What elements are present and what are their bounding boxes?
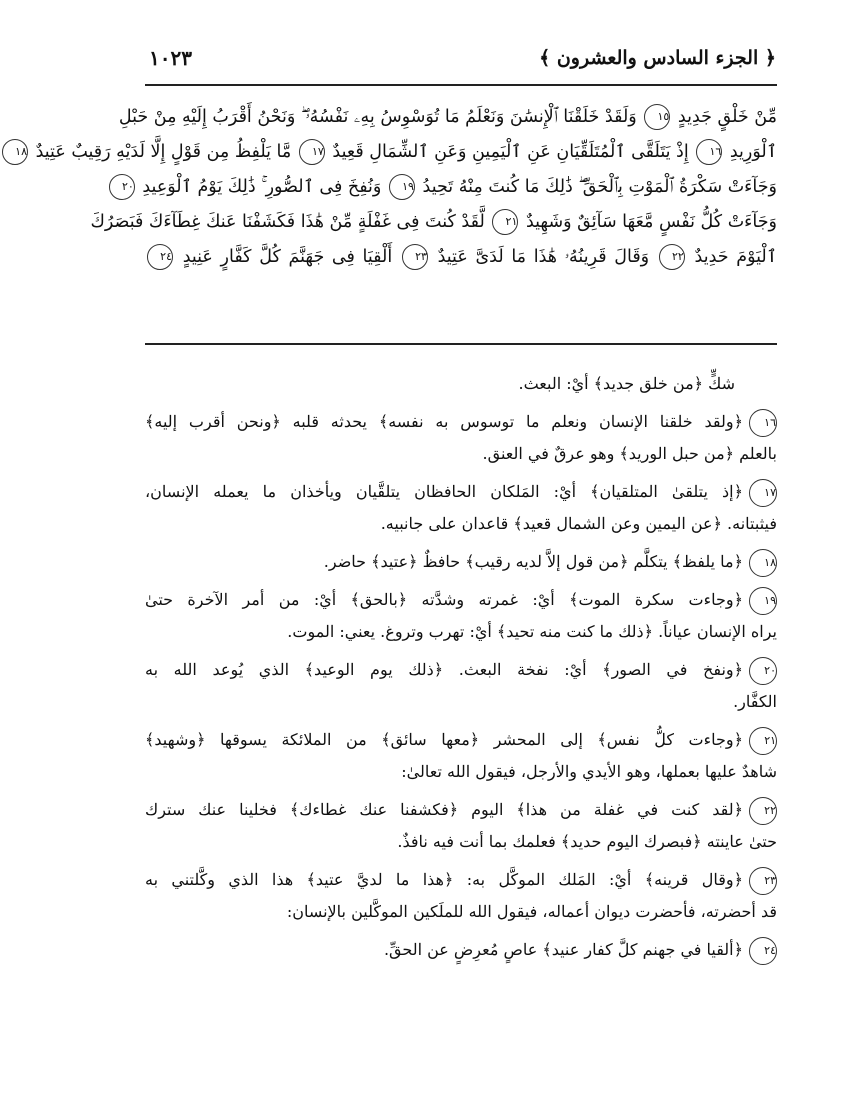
quran-text: أَلْقِيَا فِى جَهَنَّمَ كُلَّ كَفَّارٍ عَنِيدٍ [182,247,393,267]
commentary-text: ﴿ولقد خلقنا الإنسان ونعلم ما توسوس به نفسه﴾ يحدثه قلبه ﴿ونحن أقرب إليه﴾ [145,412,743,431]
commentary-entry [145,406,777,470]
header-divider [145,84,777,86]
commentary-entry [145,546,777,578]
ayah-number-marker: ١٧ [299,139,325,165]
commentary-text: شكٍّ ﴿من خلق جديد﴾ أيْ: البعث. [518,374,735,393]
commentary-text: ﴿ونفخ في الصور﴾ أيْ: نفخة البعث. ﴿ذلك يوم الوعيد﴾ الذي يُوعد الله به [145,660,743,679]
commentary-text: يراه الإنسان عياناً. ﴿ذلك ما كنت منه تحيد﴾ أيْ: تهرب وتروغ. يعني: الموت. [287,622,777,641]
commentary-line [145,584,777,616]
commentary-line [145,934,777,966]
book-page [15,0,841,1107]
quran-text: مِّنْ خَلْقٍ جَدِيدٍ [677,107,777,127]
commentary-entry [145,724,777,788]
commentary-block [145,368,777,972]
verse-number-marker: ١٨ [749,549,777,577]
commentary-text: شاهدٌ عليها بعملها، وهو الأيدي والأرجل، فيقول الله تعالىٰ: [401,762,777,781]
ayah-number-marker: ١٨ [2,139,28,165]
commentary-line [145,864,777,896]
quran-line [90,205,777,240]
quran-text-block [15,100,777,275]
commentary-entry [145,794,777,858]
ayah-number-marker: ٢٤ [147,244,173,270]
quran-line [145,240,777,275]
quran-text: وَلَقَدْ خَلَقْنَا ٱلْإِنسَٰنَ وَنَعْلَمُ مَا تُوَسْوِسُ بِهِۦ نَفْسُهُۥ ۖ وَنَحْنُ أَقْرَبُ إِلَيْهِ مِنْ حَبْلِ [118,107,637,127]
verse-number-marker: ٢٣ [749,867,777,895]
ayah-number-marker: ٢٢ [659,244,685,270]
verse-number-marker: ٢٤ [749,937,777,965]
commentary-line [145,756,777,788]
commentary-text: قد أحضرته، فأحضرت ديوان أعماله، فيقول الله للملَكين الموكَّلين بالإنسان: [286,902,777,921]
commentary-text: ﴿إذ يتلقىٰ المتلقيان﴾ أيْ: المَلكان الحافظان يتلقَّيان ويأخذان ما يعمله الإنسان، [145,482,743,501]
quran-text: وَجَآءَتْ كُلُّ نَفْسٍ مَّعَهَا سَآئِقٌ وَشَهِيدٌ [525,212,777,232]
quran-text: ٱلْيَوْمَ حَدِيدٌ [694,247,777,267]
commentary-entry [145,654,777,718]
commentary-line [145,508,777,540]
commentary-text: ﴿وقال قرينه﴾ أيْ: المَلك الموكَّل به: ﴿هذا ما لديَّ عتيد﴾ هذا الذي وكَّلتني به [145,870,744,889]
ayah-number-marker: ٢٣ [402,244,428,270]
quran-text: إِذْ يَتَلَقَّى ٱلْمُتَلَقِّيَانِ عَنِ ٱلْيَمِينِ وَعَنِ ٱلشِّمَالِ قَعِيدٌ [332,142,689,162]
commentary-text: ﴿ما يلفظ﴾ يتكلَّم ﴿من قول إلاَّ لديه رقيب﴾ حافظٌ ﴿عتيد﴾ حاضر. [323,552,743,571]
commentary-line [145,406,777,438]
commentary-text: ﴿وجاءت سكرة الموت﴾ أيْ: غمرته وشدَّته ﴿بالحق﴾ أيْ: من أمر الآخرة حتىٰ [145,590,743,609]
commentary-text: ﴿لقد كنت في غفلة من هذا﴾ اليوم ﴿فكشفنا عنك غطاءك﴾ فخلينا عنك سترك [145,800,743,819]
quran-divider [145,343,777,345]
commentary-text: الكفَّار. [733,692,777,711]
quran-line [118,100,777,135]
commentary-entry [145,934,777,966]
commentary-line [145,896,777,928]
verse-number-marker: ٢١ [749,727,777,755]
commentary-line [145,724,777,756]
commentary-line [145,476,777,508]
commentary-entry [145,368,777,400]
commentary-text: حتىٰ عاينته ﴿فبصرك اليوم حديد﴾ فعلمك بما أنت فيه نافذٌ. [397,832,777,851]
verse-number-marker: ١٩ [749,587,777,615]
commentary-line [145,546,777,578]
commentary-entry [145,864,777,928]
page-header [149,40,776,76]
commentary-text: ﴿ألقيا في جهنم كلَّ كفار عنيد﴾ عاصٍ مُعرِضٍ عن الحقِّ. [383,940,743,959]
running-header-title: ﴿ الجزء السادس والعشرون ﴾ [539,47,776,69]
quran-line [15,135,777,170]
commentary-entry [145,476,777,540]
commentary-line [145,368,777,400]
verse-number-marker: ١٧ [749,479,777,507]
commentary-entry [145,584,777,648]
quran-text: لَّقَدْ كُنتَ فِى غَفْلَةٍ مِّنْ هَٰذَا فَكَشَفْنَا عَنكَ غِطَآءَكَ فَبَصَرُكَ [90,212,485,232]
commentary-line [145,794,777,826]
quran-text: وَقَالَ قَرِينُهُۥ هَٰذَا مَا لَدَىَّ عَتِيدٌ [437,247,650,267]
commentary-line [145,654,777,686]
verse-number-marker: ١٦ [749,409,777,437]
commentary-line [145,616,777,648]
ayah-number-marker: ١٥ [644,104,670,130]
commentary-text: فيثبتانه. ﴿عن اليمين وعن الشمال قعيد﴾ قاعدان على جانبيه. [380,514,777,533]
verse-number-marker: ٢٠ [749,657,777,685]
ayah-number-marker: ١٦ [696,139,722,165]
ayah-number-marker: ١٩ [389,174,415,200]
ayah-number-marker: ٢٠ [109,174,135,200]
verse-number-marker: ٢٢ [749,797,777,825]
page-number: ١٠٢٣ [149,46,192,70]
quran-text: مَّا يَلْفِظُ مِن قَوْلٍ إِلَّا لَدَيْهِ رَقِيبٌ عَتِيدٌ [35,142,292,162]
ayah-number-marker: ٢١ [492,209,518,235]
commentary-line [145,826,777,858]
commentary-text: ﴿وجاءت كلُّ نفس﴾ إلى المحشر ﴿معها سائق﴾ من الملائكة يسوقها ﴿وشهيد﴾ [145,730,744,749]
quran-text: ٱلْوَرِيدِ [729,142,777,162]
quran-line [121,170,777,205]
quran-text: وَنُفِخَ فِى ٱلصُّورِ ۚ ذَٰلِكَ يَوْمُ ٱلْوَعِيدِ [142,177,382,197]
commentary-line [145,686,777,718]
commentary-text: بالعلم ﴿من حبل الوريد﴾ وهو عرقٌ في العنق. [482,444,777,463]
quran-text: وَجَآءَتْ سَكْرَةُ ٱلْمَوْتِ بِٱلْحَقِّ ۖ ذَٰلِكَ مَا كُنتَ مِنْهُ تَحِيدُ [422,177,777,197]
commentary-line [145,438,777,470]
